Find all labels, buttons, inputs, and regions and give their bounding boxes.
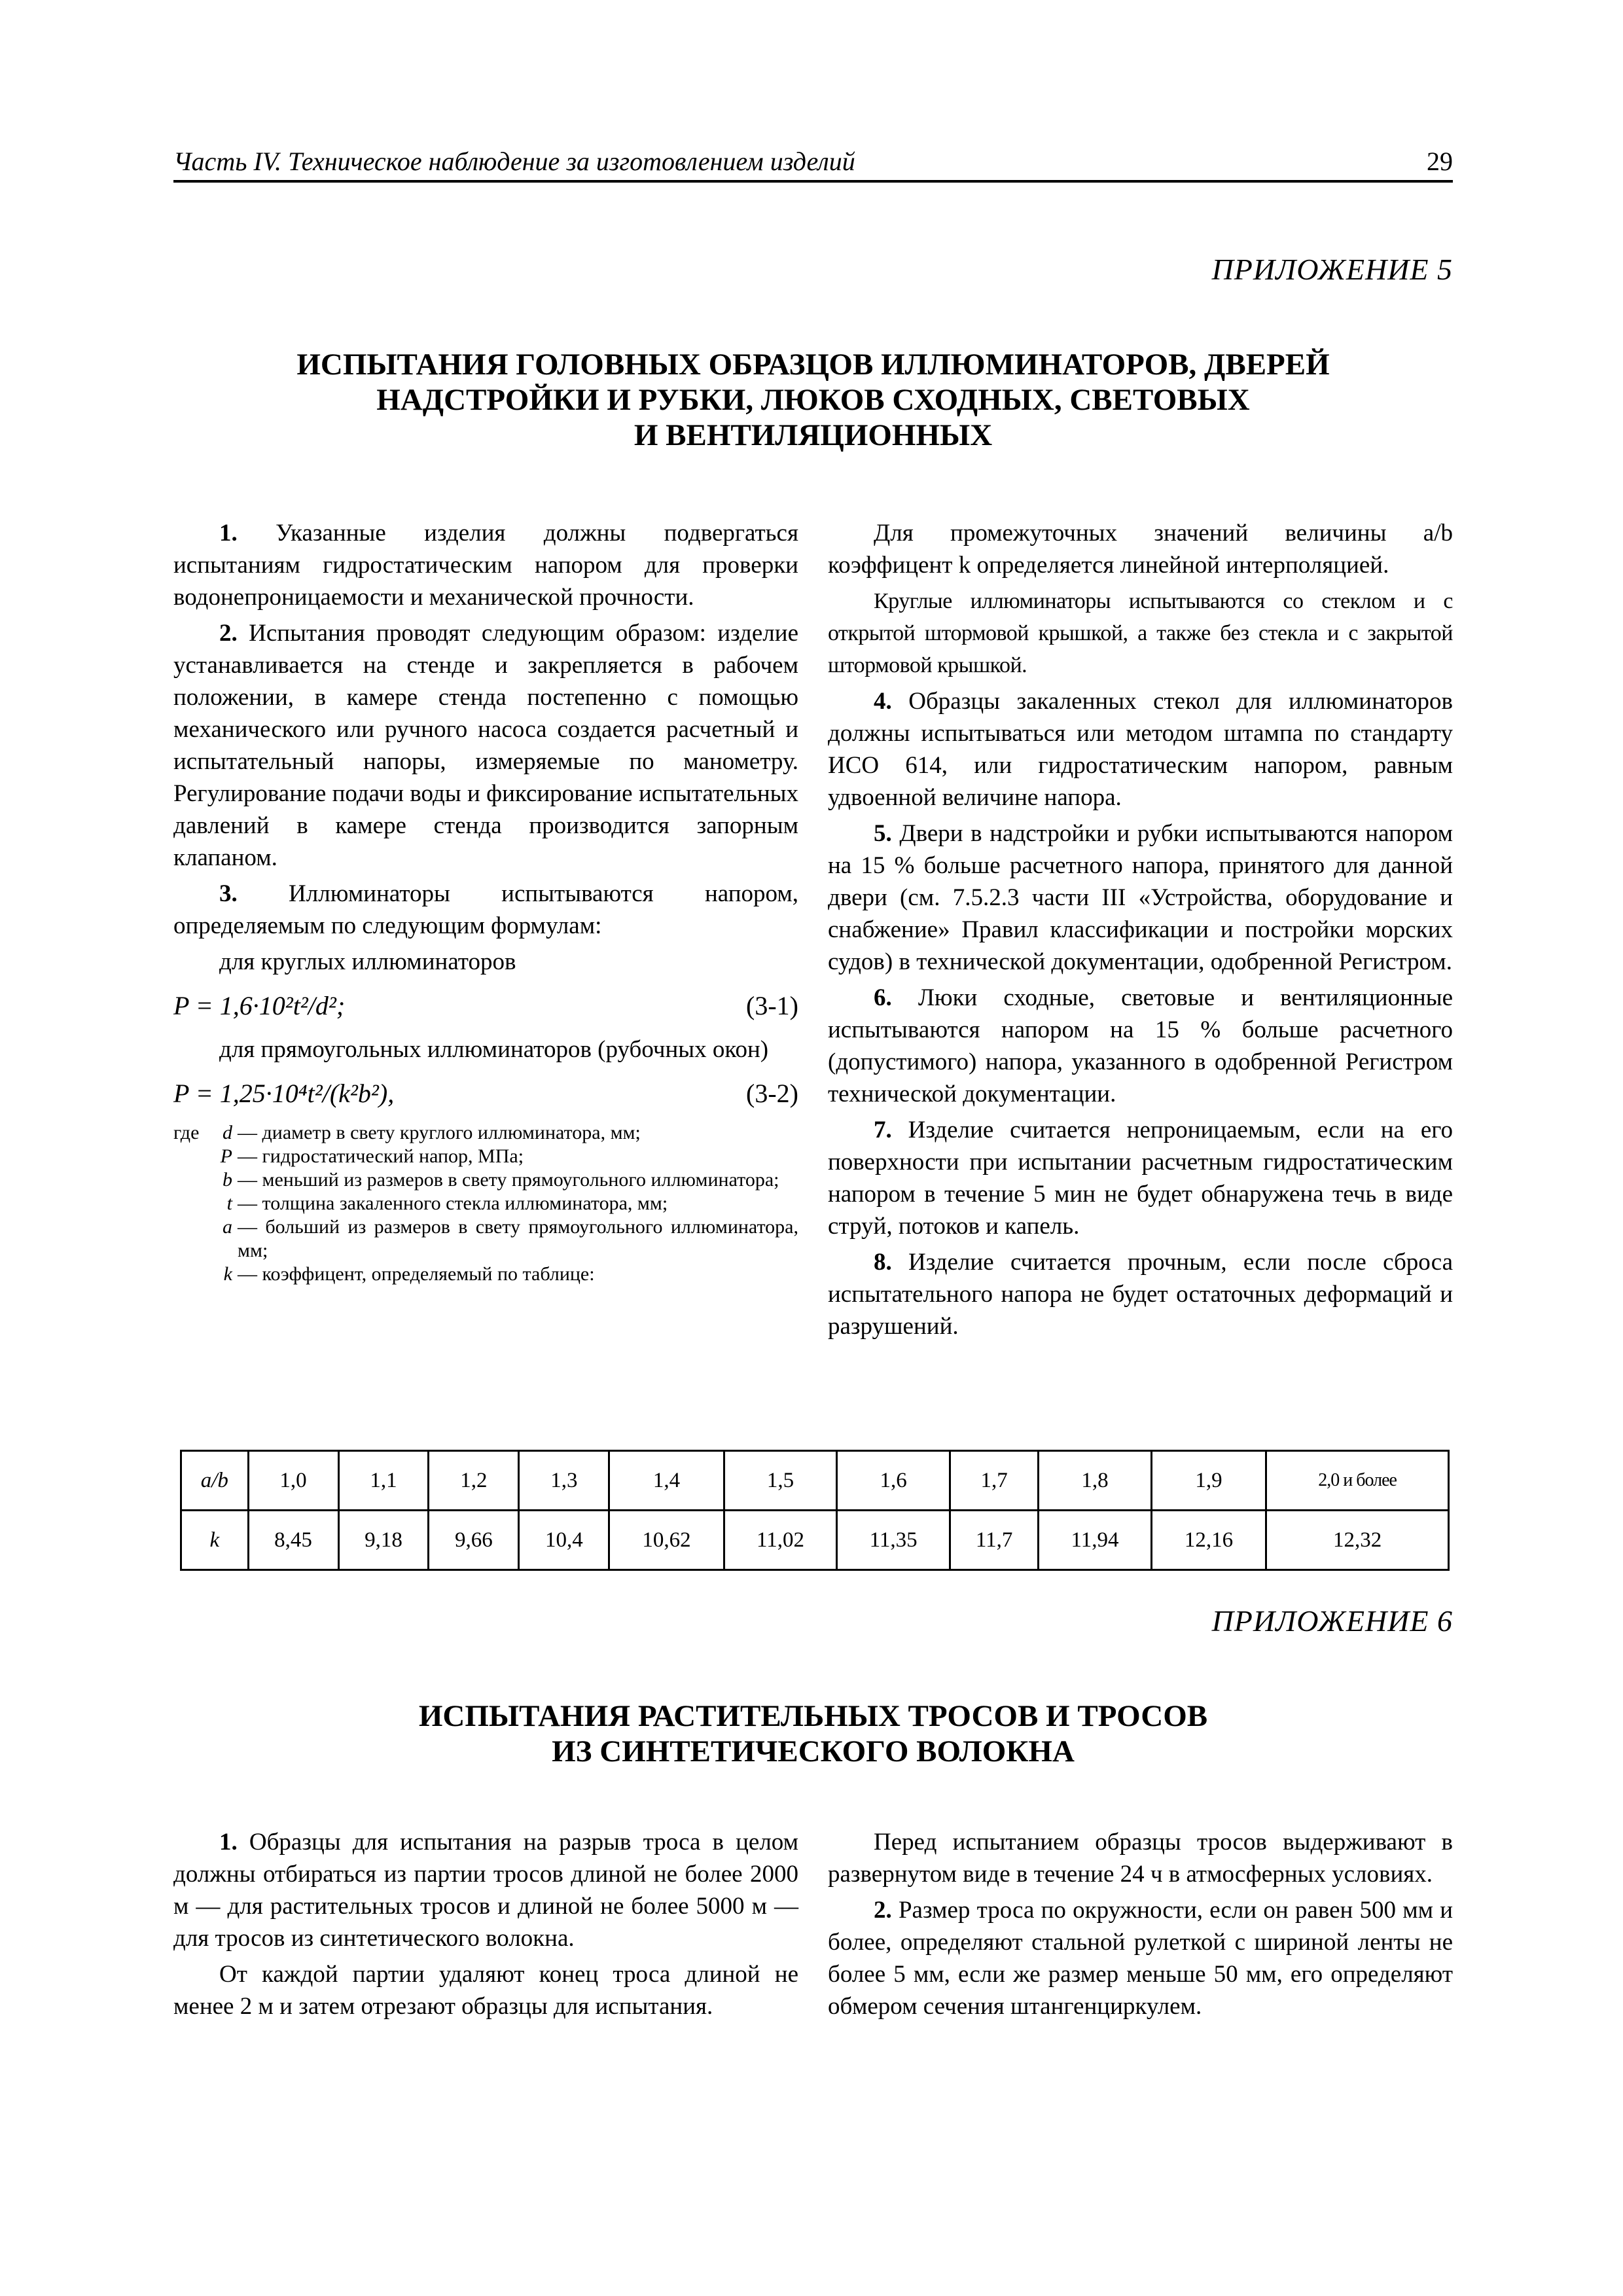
table-cell: 1,2 — [429, 1451, 519, 1511]
appendix-6-title — [173, 1698, 1453, 1769]
paragraph-6: 6. Люки сходные, световые и вентиляционные испытываются напором на 15 % больше расчетного (допустимого) напора, указанного в одобренной Регистром технической документации. — [828, 984, 1453, 1107]
paragraph-4: 4. Образцы закаленных стекол для иллюминаторов должны испытываться или методом штампа по стандарту ИСО 614, или гидростатическим напором, равным удвоенной величине напора. — [828, 688, 1454, 811]
page-number: 29 — [1427, 147, 1453, 176]
title-line: И ВЕНТИЛЯЦИОННЫХ — [633, 418, 993, 452]
legend-symbol: d — [223, 1122, 232, 1143]
table-cell: 1,0 — [248, 1451, 338, 1511]
title-line: ИСПЫТАНИЯ РАСТИТЕЛЬНЫХ ТРОСОВ И ТРОСОВ — [418, 1699, 1208, 1733]
rect-portholes-label: для прямоугольных иллюминаторов (рубочных окон) — [219, 1036, 769, 1063]
table-header-cell: a/b — [181, 1451, 249, 1511]
paragraph-3: 3. Иллюминаторы испытываются напором, определяемым по следующим формулам: — [173, 880, 798, 939]
title-line: НАДСТРОЙКИ И РУБКИ, ЛЮКОВ СХОДНЫХ, СВЕТОВЫХ — [376, 383, 1250, 417]
table-row — [181, 1511, 1449, 1570]
table-header-cell: k — [181, 1511, 249, 1570]
running-header — [173, 141, 1453, 183]
table-cell: 11,7 — [950, 1511, 1039, 1570]
legend-row — [173, 1192, 798, 1215]
legend-symbol: t — [226, 1193, 232, 1214]
table-row — [181, 1451, 1449, 1511]
paragraph: От каждой партии удаляют конец троса длиной не менее 2 м и затем отрезают образцы для испытания. — [173, 1961, 798, 2020]
legend-text: — диаметр в свету круглого иллюминатора, мм; — [238, 1122, 641, 1143]
formula-3-1-expression: P = 1,6·10²t²/d²; — [173, 991, 346, 1020]
table-cell: 1,1 — [338, 1451, 429, 1511]
paragraph-7: 7. Изделие считается непроницаемым, если на его поверхности при испытании расчетным гидростатическим напором в течение 5 мин не будет обнаружена течь в виде струй, потоков и капель. — [828, 1117, 1453, 1240]
paragraph-8: 8. Изделие считается прочным, если после сброса испытательного напора не будет остаточных деформаций и разрушений. — [828, 1249, 1453, 1340]
formula-3-2-number: (3-2) — [746, 1079, 798, 1108]
legend-row — [173, 1215, 798, 1263]
table-cell: 1,9 — [1151, 1451, 1266, 1511]
round-portholes-paragraph: Круглые иллюминаторы испытываются со стеклом и с открытой штормовой крышкой, а также без стекла и с закрытой штормовой крышкой. — [828, 589, 1453, 677]
legend-text: — меньший из размеров в свету прямоугольного иллюминатора; — [238, 1169, 779, 1191]
round-portholes-label: для круглых иллюминаторов — [219, 948, 516, 975]
legend-text: — толщина закаленного стекла иллюминатора, мм; — [238, 1193, 668, 1214]
where-word: где — [173, 1122, 200, 1143]
table-cell: 1,6 — [837, 1451, 950, 1511]
title-line: ИЗ СИНТЕТИЧЕСКОГО ВОЛОКНА — [552, 1734, 1075, 1768]
legend-symbol: k — [223, 1263, 232, 1285]
table-cell: 12,16 — [1151, 1511, 1266, 1570]
legend-row — [173, 1145, 798, 1168]
formula-3-1-number: (3-1) — [746, 991, 798, 1020]
legend-text: — коэффицент, определяемый по таблице: — [238, 1263, 595, 1285]
table-cell: 1,5 — [724, 1451, 837, 1511]
table-cell: 1,7 — [950, 1451, 1039, 1511]
table-cell: 12,32 — [1266, 1511, 1449, 1570]
table-cell: 9,18 — [338, 1511, 429, 1570]
appendix-5-title — [173, 347, 1453, 453]
legend-row — [173, 1121, 798, 1145]
table-cell: 8,45 — [248, 1511, 338, 1570]
title-line: ИСПЫТАНИЯ ГОЛОВНЫХ ОБРАЗЦОВ ИЛЛЮМИНАТОРОВ, ДВЕРЕЙ — [296, 348, 1330, 382]
paragraph-1: 1. Указанные изделия должны подвергаться испытаниям гидростатическим напором для проверки водонепроницаемости и механической прочности. — [173, 520, 798, 611]
table-cell: 11,35 — [837, 1511, 950, 1570]
table-cell: 1,8 — [1039, 1451, 1152, 1511]
legend-symbol: P — [220, 1145, 232, 1167]
paragraph: Перед испытанием образцы тросов выдерживают в развернутом виде в течение 24 ч в атмосферных условиях. — [828, 1829, 1453, 1888]
formula-3-1 — [173, 990, 798, 1022]
appendix-5-label: ПРИЛОЖЕНИЕ 5 — [1211, 253, 1453, 286]
table-cell: 1,3 — [519, 1451, 609, 1511]
paragraph-5: 5. Двери в надстройки и рубки испытываются напором на 15 % больше расчетного напора, принятого для данной двери (см. 7.5.2.3 части III «Устройства, оборудование и снабжение» Правил классификации и постройки морских судов) в технической документации, одобренной Регистром. — [828, 820, 1454, 975]
formula-3-2 — [173, 1077, 798, 1109]
table-cell: 10,4 — [519, 1511, 609, 1570]
paragraph-2: 2. Испытания проводят следующим образом: изделие устанавливается на стенде и закрепляется в рабочем положении, в камере стенда постепенно с помощью механического или ручного насоса создается расчетный и испытательный напоры, измеряемые по манометру. Регулирование подачи воды и фиксирование испытательных давлений в камере стенда производится запорным клапаном. — [173, 620, 798, 871]
table-cell: 10,62 — [609, 1511, 724, 1570]
coefficient-table — [180, 1450, 1450, 1571]
legend-text: — больший из размеров в свету прямоугольного иллюминатора, мм; — [238, 1216, 798, 1261]
legend-row — [173, 1168, 798, 1192]
running-title: Часть IV. Техническое наблюдение за изготовлением изделий — [173, 147, 855, 176]
appendix-6-left-column — [173, 1826, 798, 2026]
table-cell: 11,02 — [724, 1511, 837, 1570]
table-cell: 11,94 — [1039, 1511, 1152, 1570]
legend-symbol: b — [223, 1169, 232, 1191]
paragraph-2: 2. Размер троса по окружности, если он равен 500 мм и более, определяют стальной рулеткой с шириной ленты не более 5 мм, если же размер меньше 50 мм, его определяют обмером сечения штангенциркулем. — [828, 1897, 1454, 2020]
interpolation-paragraph: Для промежуточных значений величины a/b коэффицент k определяется линейной интерполяцией. — [828, 520, 1453, 579]
table-cell: 2,0 и более — [1266, 1451, 1449, 1511]
formula-3-2-expression: P = 1,25·10⁴t²/(k²b²), — [173, 1079, 395, 1108]
appendix-6-label: ПРИЛОЖЕНИЕ 6 — [1211, 1604, 1453, 1638]
paragraph-1: 1. Образцы для испытания на разрыв троса в целом должны отбираться из партии тросов длиной не более 2000 м — для растительных тросов и длиной не более 5000 м — для тросов из синтетического волокна. — [173, 1829, 798, 1952]
appendix-5-left-column — [173, 517, 798, 1286]
legend-text: — гидростатический напор, МПа; — [238, 1145, 524, 1167]
appendix-5-right-column — [828, 517, 1453, 1346]
table-cell: 1,4 — [609, 1451, 724, 1511]
table-cell: 9,66 — [429, 1511, 519, 1570]
appendix-6-right-column — [828, 1826, 1453, 2026]
legend-row — [173, 1263, 798, 1286]
symbol-legend — [173, 1121, 798, 1286]
legend-symbol: a — [223, 1216, 232, 1238]
